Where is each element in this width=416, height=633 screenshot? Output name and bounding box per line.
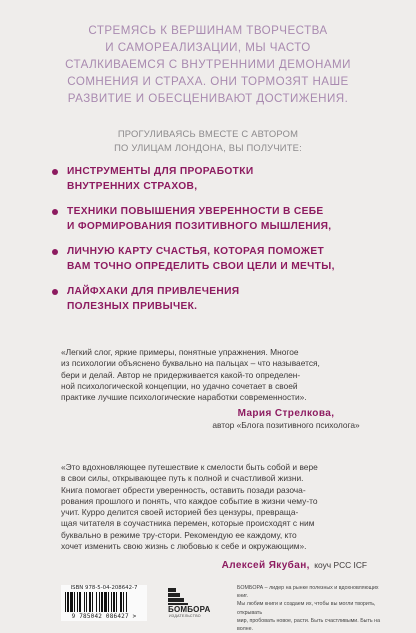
isbn-text: ISBN 978-5-04-208642-7 <box>70 585 138 591</box>
quote-line: «Легкий слог, яркие примеры, понятные упражнения. Многое <box>61 347 299 357</box>
review-author-1 <box>200 408 372 431</box>
benefit-item <box>52 205 372 234</box>
benefits-list <box>52 165 372 325</box>
benefit-line: И ФОРМИРОВАНИЯ ПОЗИТИВНОГО МЫШЛЕНИЯ, <box>67 220 332 232</box>
benefit-item <box>52 245 372 274</box>
review-quote-1 <box>61 347 366 403</box>
bullet-dot-icon <box>52 249 58 255</box>
quote-line: бери и делай. Автор не придерживается какой-то определен- <box>61 369 301 380</box>
review-author-2 <box>222 555 367 573</box>
bullet-dot-icon <box>52 169 58 175</box>
logo-name: БОМБОРА <box>168 605 211 614</box>
intro-text <box>0 22 416 107</box>
bullet-dot-icon <box>52 289 58 295</box>
barcode-number: 9 785042 086427 > <box>71 613 137 620</box>
benefit-line: ИНСТРУМЕНТЫ ДЛЯ ПРОРАБОТКИ <box>67 166 254 177</box>
walk-line: ПО УЛИЦАМ ЛОНДОНА, ВЫ ПОЛУЧИТЕ: <box>114 142 302 153</box>
benefit-line: ВНУТРЕННИХ СТРАХОВ, <box>67 180 198 192</box>
review-quote-2 <box>61 462 366 552</box>
publisher-line: мир, пробовать новое, расти. Быть счастливыми. Быть на волне. <box>237 617 381 633</box>
quote-line: Книга помогает обрести уверенность, оставить позади разоча- <box>61 484 306 495</box>
author-role: коуч PCC ICF <box>314 560 367 570</box>
barcode <box>61 585 147 621</box>
intro-line: СТРЕМЯСЬ К ВЕРШИНАМ ТВОРЧЕСТВА <box>88 24 328 37</box>
benefit-line: ВАМ ТОЧНО ОПРЕДЕЛИТЬ СВОИ ЦЕЛИ И МЕЧТЫ, <box>67 260 335 272</box>
walk-text <box>0 127 416 155</box>
quote-line: учит. Курро делится своей историей без цензуры, превраща- <box>61 507 299 518</box>
author-name: Алексей Якубан, <box>221 560 310 571</box>
benefit-item <box>52 165 372 194</box>
bombora-logo-icon <box>168 587 218 605</box>
bullet-dot-icon <box>52 209 58 215</box>
author-role: автор «Блога позитивного психолога» <box>212 420 360 430</box>
quote-line: рования прошлого и понять, что каждое событие в жизни чему-то <box>61 495 318 506</box>
quote-line: в свои силы, открывающее путь к полной и счастливой жизни. <box>61 473 304 484</box>
publisher-line: Мы любим книги и создаем их, чтобы вы могли творить, открывать <box>237 601 376 616</box>
publisher-note <box>237 584 389 633</box>
quote-line: хочет изменить свою жизнь с любовью к себе и окружающим». <box>61 541 307 552</box>
benefit-line: ЛИЧНУЮ КАРТУ СЧАСТЬЯ, КОТОРАЯ ПОМОЖЕТ <box>67 246 325 257</box>
publisher-logo <box>168 587 218 619</box>
author-name: Мария Стрелкова, <box>237 408 335 419</box>
quote-line: буквально в режиме тру-стори. Рекомендую ее каждому, кто <box>61 529 297 540</box>
quote-line: практике лучшие психологические наработки современности». <box>61 392 307 403</box>
benefit-line: ПОЛЕЗНЫХ ПРИВЫЧЕК. <box>67 300 198 312</box>
benefit-item <box>52 285 372 314</box>
benefit-line: ТЕХНИКИ ПОВЫШЕНИЯ УВЕРЕННОСТИ В СЕБЕ <box>67 206 324 217</box>
barcode-bars-icon <box>65 592 143 612</box>
quote-line: из психологии объяснено буквально на пальцах – что называется, <box>61 358 320 369</box>
quote-line: ной психологической концепции, но удачно сочетает в своей <box>61 380 298 391</box>
intro-line: СОМНЕНИЯ И СТРАХА. ОНИ ТОРМОЗЯТ НАШЕ <box>67 75 349 88</box>
quote-line: «Это вдохновляющее путешествие к смелости быть собой и вере <box>61 462 318 472</box>
publisher-line: БОМБОРА – лидер на рынке полезных и вдохновляющих книг. <box>237 585 379 600</box>
intro-line: РАЗВИТИЕ И ОБЕСЦЕНИВАЮТ ДОСТИЖЕНИЯ. <box>67 92 349 105</box>
intro-line: СТАЛКИВАЕМСЯ С ВНУТРЕННИМИ ДЕМОНАМИ <box>65 58 351 71</box>
logo-subtitle: ИЗДАТЕЛЬСТВО <box>169 614 201 618</box>
walk-line: ПРОГУЛИВАЯСЬ ВМЕСТЕ С АВТОРОМ <box>117 128 299 139</box>
quote-line: щая читателя в соучастника перемен, которые происходят с ним <box>61 518 315 529</box>
intro-line: И САМОРЕАЛИЗАЦИИ, МЫ ЧАСТО <box>105 41 311 54</box>
benefit-line: ЛАЙФХАКИ ДЛЯ ПРИВЛЕЧЕНИЯ <box>67 286 240 297</box>
